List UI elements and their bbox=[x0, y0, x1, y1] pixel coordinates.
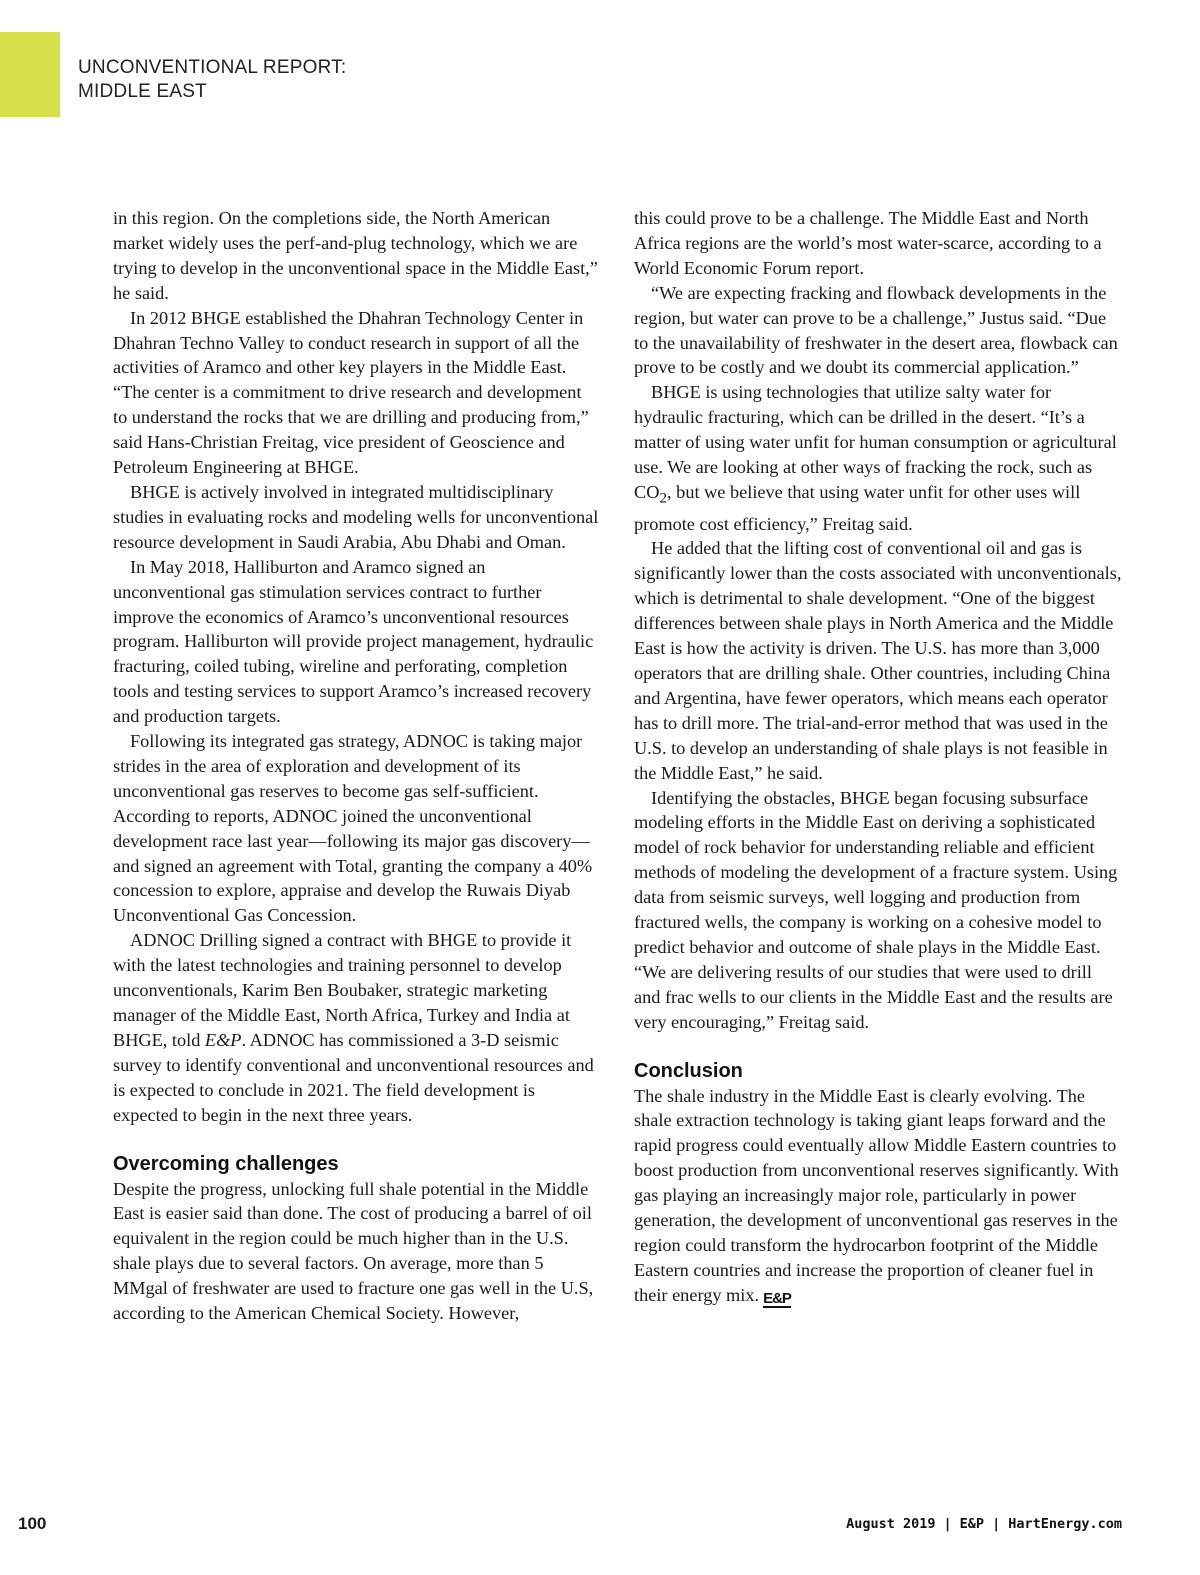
paragraph: Despite the progress, unlocking full shale potential in the Middle East is easier said than done. The cost of producing a barrel of oil equivalent in the region could be much higher than in the U.S. shale plays due to several factors. On average, more than 5 MMgal of freshwater are used to fracture one gas well in the U.S, according to the American Chemical Society. However, bbox=[113, 1178, 594, 1324]
paragraph: BHGE is actively involved in integrated multidisciplinary studies in evaluating rocks and modeling wells for unconventional resource development in Saudi Arabia, Abu Dhabi and Oman. bbox=[113, 481, 599, 552]
paragraph: He added that the lifting cost of conventional oil and gas is significantly lower than the costs associated with unconventionals, which is detrimental to shale development. “One of the biggest differences between shale plays in North America and the Middle East is how the activity is driven. The U.S. has more than 3,000 operators that are drilling shale. Other countries, including China and Argentina, have fewer operators, which means each operator has to drill more. The trial-and-error method that was used in the U.S. to develop an understanding of shale plays is not feasible in the Middle East,” he said. bbox=[634, 538, 1122, 783]
paragraph bbox=[634, 380, 1122, 536]
ep-end-logo-icon: E&P bbox=[763, 1289, 791, 1307]
paragraph-text: . ADNOC has commissioned a 3-D seismic survey to identify conventional and unconventional resources and is expected to conclude in 2021. The field development is expected to begin in the next three years. bbox=[113, 1029, 594, 1125]
paragraph: “We are expecting fracking and flowback developments in the region, but water can prove to be a challenge,” Justus said. “Due to the unavailability of freshwater in the desert area, flowback can prove to be costly and we doubt its commercial application.” bbox=[634, 282, 1118, 378]
paragraph: In May 2018, Halliburton and Aramco signed an unconventional gas stimulation services contract to further improve the economics of Aramco’s unconventional resources program. Halliburton will provide project management, hydraulic fracturing, coiled tubing, wireline and perforating, completion tools and testing services to support Aramco’s increased recovery and production targets. bbox=[113, 556, 594, 727]
section-heading: Overcoming challenges bbox=[113, 1152, 339, 1175]
left-column bbox=[113, 206, 599, 1326]
page-number: 100 bbox=[18, 1514, 47, 1533]
section-heading: Conclusion bbox=[634, 1059, 743, 1082]
paragraph-text: , but we believe that using water unfit for other uses will promote cost efficiency,” Freitag said. bbox=[634, 481, 1081, 534]
footer-website: HartEnergy.com bbox=[1008, 1516, 1122, 1532]
section-color-tab bbox=[0, 32, 60, 117]
paragraph bbox=[634, 1084, 1122, 1308]
paragraph: Following its integrated gas strategy, ADNOC is taking major strides in the area of exploration and development of its unconventional gas reserves to become gas self-sufficient. According to reports, ADNOC joined the unconventional development race last year—following its major gas discovery—and signed an agreement with Total, granting the company a 40% concession to explore, appraise and develop the Ruwais Diyab Unconventional Gas Concession. bbox=[113, 731, 593, 926]
right-column bbox=[634, 206, 1122, 1308]
paragraph: In 2012 BHGE established the Dhahran Technology Center in Dhahran Techno Valley to conduct research in support of all the activities of Aramco and other key players in the Middle East. “The center is a commitment to drive research and development to understand the rocks that we are drilling and producing from,” said Hans-Christian Freitag, vice president of Geoscience and Petroleum Engineering at BHGE. bbox=[113, 307, 589, 478]
paragraph-text: ADNOC Drilling signed a contract with BHGE to provide it with the latest technologies and training personnel to develop unconventionals, Karim Ben Boubaker, strategic marketing manager of the Middle East, North Africa, Turkey and India at BHGE, told bbox=[113, 930, 572, 1050]
paragraph: this could prove to be a challenge. The Middle East and North Africa regions are the world’s most water-scarce, according to a World Economic Forum report. bbox=[634, 208, 1102, 278]
paragraph bbox=[113, 928, 599, 1127]
section-header-line-1: UNCONVENTIONAL REPORT: bbox=[78, 57, 347, 78]
paragraph-text: The shale industry in the Middle East is clearly evolving. The shale extraction technology is taking giant leaps forward and the rapid progress could eventually allow Middle Eastern countries to boost production from unconventional reserves significantly. With gas playing an increasingly major role, particularly in power generation, the development of unconventional gas reserves in the region could transform the hydrocarbon footprint of the Middle Eastern countries and increase the proportion of cleaner fuel in their energy mix. bbox=[634, 1085, 1119, 1305]
footer-publication: E&P bbox=[959, 1516, 985, 1532]
subscript: 2 bbox=[659, 489, 668, 507]
paragraph-text: BHGE is using technologies that utilize salty water for hydraulic fracturing, which can be drilled in the desert. “It’s a matter of using water unfit for human consumption or agricultural use. We are looking at other ways of fracking the rock, such as CO bbox=[634, 382, 1117, 502]
footer-separator: | bbox=[943, 1516, 952, 1532]
paragraph: in this region. On the completions side, the North American market widely uses the perf-and-plug technology, which we are trying to develop in the unconventional space in the Middle East,” he said. bbox=[113, 208, 598, 303]
paragraph: Identifying the obstacles, BHGE began focusing subsurface modeling efforts in the Middle East on deriving a sophisticated model of rock behavior for understanding reliable and efficient methods of modeling the development of a fracture system. Using data from seismic surveys, well logging and production from fractured wells, the company is working on a cohesive model to predict behavior and outcome of shale plays in the Middle East. “We are delivering results of our studies that were used to drill and frac wells to our clients in the Middle East and the results are very encouraging,” Freitag said. bbox=[634, 787, 1118, 1032]
footer-date: August 2019 bbox=[846, 1516, 936, 1532]
footer-info bbox=[846, 1516, 1122, 1532]
publication-name: E&P bbox=[204, 1029, 242, 1050]
section-header-line-2: MIDDLE EAST bbox=[78, 81, 207, 102]
section-header bbox=[78, 56, 346, 104]
footer-separator: | bbox=[992, 1516, 1001, 1532]
